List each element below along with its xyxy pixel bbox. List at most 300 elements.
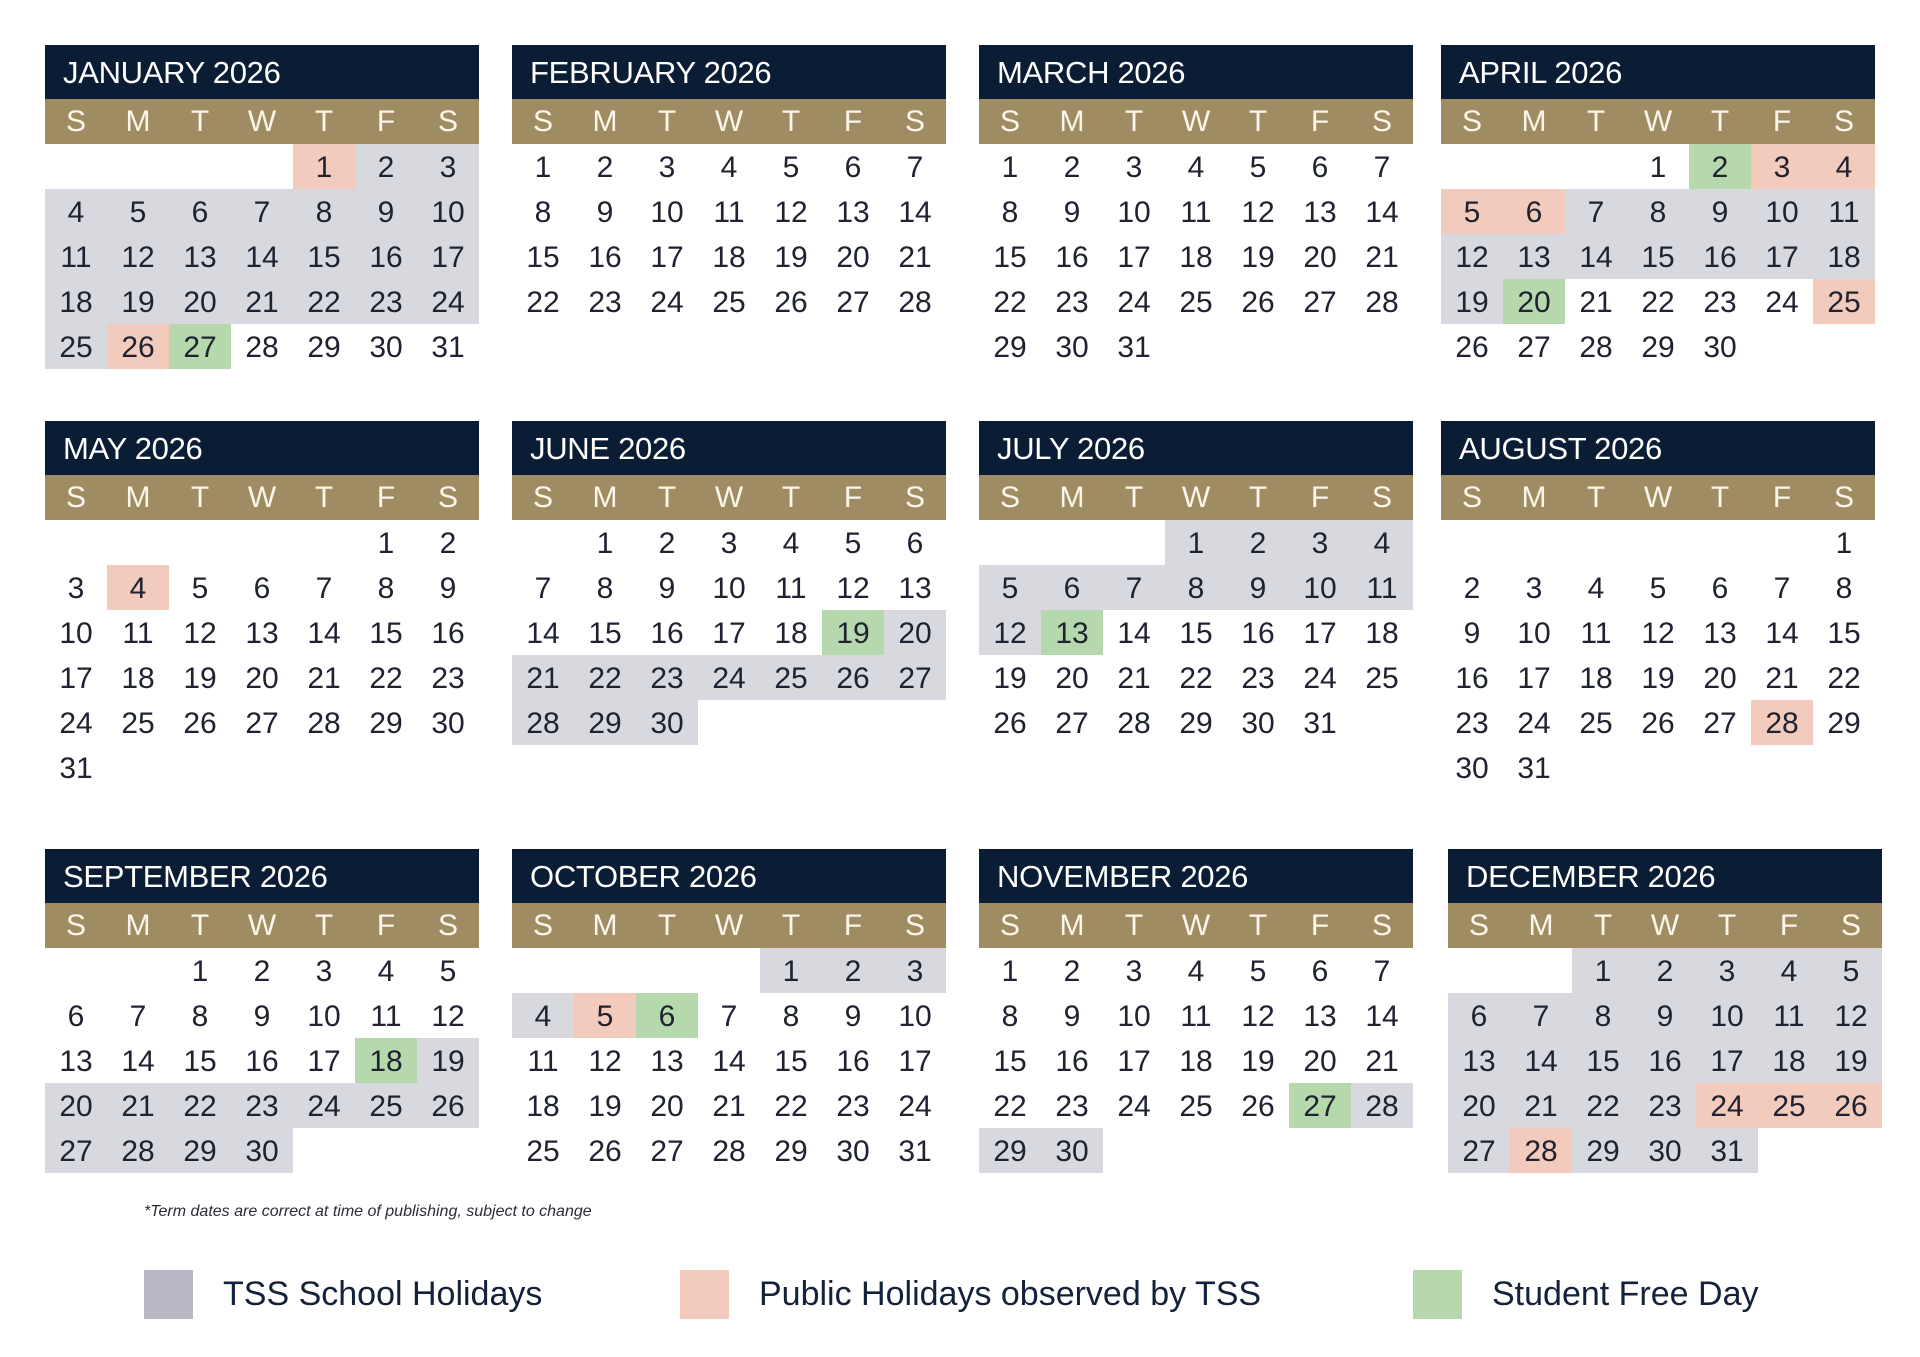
day-cell: 14 [1365,1000,1399,1033]
day-cell: 11 [713,196,745,229]
empty-cell [979,520,1041,565]
weekday-label: S [1468,909,1489,942]
gray-swatch-icon [144,1270,193,1319]
empty-cell [512,520,574,565]
day-cell: 1 [1572,948,1634,993]
day-cell: 22 [526,286,560,319]
day-cell: 6 [1503,189,1565,234]
weekday-label: T [1717,909,1737,942]
day-cell: 17 [1303,617,1337,650]
day-cell: 21 [712,1090,746,1123]
day-cell: 11 [122,617,154,650]
day-cell: 4 [1813,144,1875,189]
day-cell: 25 [1179,286,1213,319]
day-cell: 5 [1249,151,1267,184]
day-cell: 1 [293,144,355,189]
weekday-header [512,475,946,520]
day-cell: 1 [1001,151,1019,184]
day-cell: 23 [588,286,622,319]
empty-cell [512,948,574,993]
month-title: MARCH 2026 [979,45,1413,99]
day-cell: 25 [526,1135,560,1168]
weekday-label: F [1772,105,1792,138]
day-cell: 7 [1510,993,1572,1038]
day-cell: 25 [1758,1083,1820,1128]
day-cell: 17 [307,1045,341,1078]
day-cell: 17 [417,234,479,279]
day-cell: 14 [231,234,293,279]
weekday-label: W [1181,481,1211,514]
day-cell: 3 [1525,572,1543,605]
day-cell: 4 [1758,948,1820,993]
weekday-label: F [843,105,863,138]
day-cell: 13 [59,1045,93,1078]
day-cell: 24 [59,707,93,740]
day-cell: 28 [512,700,574,745]
day-cell: 14 [1117,617,1151,650]
day-cell: 12 [774,196,808,229]
month-title: NOVEMBER 2026 [979,849,1413,903]
day-cell: 16 [1634,1038,1696,1083]
empty-cell [1503,520,1565,565]
empty-cell [1565,520,1627,565]
day-cell: 8 [293,189,355,234]
day-cell: 16 [1241,617,1275,650]
day-cell: 15 [293,234,355,279]
day-cell: 2 [822,948,884,993]
empty-cell [293,520,355,565]
day-cell: 23 [431,662,465,695]
day-grid [1441,144,1875,369]
day-cell: 20 [1703,662,1737,695]
day-cell: 22 [993,286,1027,319]
day-cell: 26 [183,707,217,740]
weekday-header [1441,475,1875,520]
day-cell: 5 [107,189,169,234]
day-cell: 15 [369,617,403,650]
day-cell: 10 [417,189,479,234]
weekday-label: S [437,481,458,514]
weekday-label: S [904,481,925,514]
day-cell: 2 [439,527,457,560]
month-title: JUNE 2026 [512,421,946,475]
day-cell: 21 [512,655,574,700]
empty-cell [636,948,698,993]
day-cell: 18 [1758,1038,1820,1083]
day-cell: 1 [534,151,552,184]
weekday-label: S [999,105,1020,138]
day-cell: 5 [979,565,1041,610]
day-cell: 22 [1641,286,1675,319]
day-cell: 1 [191,955,209,988]
day-cell: 28 [107,1128,169,1173]
month-title: SEPTEMBER 2026 [45,849,479,903]
month-december [1448,849,1882,1173]
weekday-label: M [1059,909,1085,942]
day-cell: 22 [1572,1083,1634,1128]
weekday-header [979,99,1413,144]
day-cell: 18 [1579,662,1613,695]
day-cell: 4 [377,955,395,988]
day-cell: 1 [1649,151,1667,184]
day-cell: 11 [527,1045,559,1078]
day-cell: 17 [1117,241,1151,274]
day-cell: 15 [1627,234,1689,279]
weekday-label: S [999,481,1020,514]
day-cell: 24 [650,286,684,319]
day-cell: 7 [1373,955,1391,988]
day-cell: 26 [107,324,169,369]
month-october [512,849,946,1173]
day-cell: 9 [253,1000,271,1033]
empty-cell [1510,948,1572,993]
weekday-label: T [781,909,801,942]
weekday-label: M [1059,105,1085,138]
day-cell: 18 [526,1090,560,1123]
empty-cell [1689,520,1751,565]
day-grid [1448,948,1882,1173]
day-cell: 14 [526,617,560,650]
day-cell: 16 [355,234,417,279]
month-august [1441,421,1875,790]
day-cell: 6 [1448,993,1510,1038]
day-cell: 25 [355,1083,417,1128]
day-cell: 13 [1303,196,1337,229]
day-cell: 15 [993,241,1027,274]
day-cell: 2 [253,955,271,988]
day-cell: 14 [121,1045,155,1078]
day-grid [45,520,479,790]
day-cell: 18 [1179,1045,1213,1078]
day-cell: 23 [636,655,698,700]
day-cell: 25 [760,655,822,700]
day-cell: 5 [574,993,636,1038]
day-cell: 5 [439,955,457,988]
day-cell: 20 [45,1083,107,1128]
day-cell: 4 [1187,151,1205,184]
day-cell: 3 [658,151,676,184]
weekday-label: W [1181,909,1211,942]
weekday-label: M [125,105,151,138]
day-cell: 6 [844,151,862,184]
day-cell: 17 [1696,1038,1758,1083]
month-february [512,45,946,324]
day-cell: 17 [59,662,93,695]
weekday-label: T [190,481,210,514]
weekday-label: T [657,481,677,514]
day-cell: 26 [1820,1083,1882,1128]
day-cell: 8 [1001,1000,1019,1033]
empty-cell [107,948,169,993]
empty-cell [1627,520,1689,565]
weekday-label: T [1586,481,1606,514]
day-cell: 31 [1303,707,1337,740]
day-cell: 20 [1503,279,1565,324]
day-cell: 25 [1179,1090,1213,1123]
day-cell: 14 [1565,234,1627,279]
day-cell: 29 [1827,707,1861,740]
empty-cell [1041,520,1103,565]
day-cell: 15 [1827,617,1861,650]
day-cell: 26 [417,1083,479,1128]
day-cell: 26 [1241,286,1275,319]
day-cell: 16 [650,617,684,650]
day-cell: 28 [307,707,341,740]
legend-label: TSS School Holidays [223,1275,543,1313]
day-cell: 16 [1055,1045,1089,1078]
day-cell: 13 [836,196,870,229]
day-cell: 3 [1696,948,1758,993]
day-cell: 19 [417,1038,479,1083]
day-cell: 3 [1751,144,1813,189]
weekday-label: T [1248,909,1268,942]
weekday-label: T [314,909,334,942]
weekday-label: M [1059,481,1085,514]
day-cell: 17 [1517,662,1551,695]
empty-cell [169,144,231,189]
day-cell: 10 [898,1000,932,1033]
day-cell: 2 [596,151,614,184]
day-cell: 14 [712,1045,746,1078]
day-cell: 18 [774,617,808,650]
day-cell: 9 [1063,1000,1081,1033]
day-cell: 1 [1835,527,1853,560]
day-cell: 28 [1510,1128,1572,1173]
day-cell: 10 [1117,1000,1151,1033]
day-cell: 8 [1627,189,1689,234]
day-cell: 1 [760,948,822,993]
day-cell: 7 [1373,151,1391,184]
day-cell: 27 [1303,286,1337,319]
empty-cell [1441,520,1503,565]
day-cell: 9 [1689,189,1751,234]
day-cell: 7 [534,572,552,605]
weekday-label: T [1124,909,1144,942]
day-cell: 29 [369,707,403,740]
weekday-label: S [532,105,553,138]
green-swatch-icon [1413,1270,1462,1319]
day-cell: 31 [1696,1128,1758,1173]
day-cell: 31 [59,752,93,785]
day-cell: 7 [129,1000,147,1033]
day-cell: 2 [1063,151,1081,184]
day-cell: 6 [67,1000,85,1033]
weekday-label: W [714,105,744,138]
empty-cell [1441,144,1503,189]
month-title: DECEMBER 2026 [1448,849,1882,903]
weekday-header [45,903,479,948]
weekday-label: F [1310,105,1330,138]
weekday-label: T [1593,909,1613,942]
month-july [979,421,1413,745]
empty-cell [574,948,636,993]
day-cell: 6 [1041,565,1103,610]
day-cell: 16 [836,1045,870,1078]
empty-cell [169,520,231,565]
weekday-label: S [999,909,1020,942]
day-cell: 31 [1517,752,1551,785]
day-cell: 19 [993,662,1027,695]
day-cell: 12 [431,1000,465,1033]
day-cell: 30 [836,1135,870,1168]
day-cell: 23 [355,279,417,324]
day-cell: 15 [1179,617,1213,650]
day-cell: 6 [1311,151,1329,184]
day-cell: 29 [307,331,341,364]
day-cell: 2 [1463,572,1481,605]
day-cell: 21 [1365,1045,1399,1078]
weekday-label: T [190,909,210,942]
day-cell: 4 [1187,955,1205,988]
day-cell: 12 [1241,1000,1275,1033]
weekday-label: F [843,481,863,514]
day-cell: 20 [1303,241,1337,274]
day-cell: 14 [307,617,341,650]
day-cell: 19 [1241,1045,1275,1078]
day-cell: 22 [774,1090,808,1123]
day-cell: 26 [822,655,884,700]
weekday-label: T [781,105,801,138]
month-may [45,421,479,790]
weekday-label: F [376,909,396,942]
day-cell: 9 [439,572,457,605]
day-cell: 17 [1117,1045,1151,1078]
weekday-label: T [1710,105,1730,138]
day-cell: 20 [1055,662,1089,695]
day-cell: 30 [1055,331,1089,364]
day-cell: 13 [1303,1000,1337,1033]
footnote: *Term dates are correct at time of publishing, subject to change [144,1203,592,1220]
weekday-label: F [376,105,396,138]
day-cell: 12 [588,1045,622,1078]
day-cell: 18 [1813,234,1875,279]
weekday-label: W [1643,105,1673,138]
day-cell: 20 [650,1090,684,1123]
day-cell: 30 [431,707,465,740]
weekday-label: S [1371,105,1392,138]
weekday-header [45,99,479,144]
day-cell: 24 [898,1090,932,1123]
day-cell: 13 [1041,610,1103,655]
empty-cell [1565,144,1627,189]
day-cell: 8 [534,196,552,229]
day-cell: 18 [1179,241,1213,274]
day-cell: 28 [1751,700,1813,745]
day-cell: 22 [1827,662,1861,695]
day-cell: 16 [1689,234,1751,279]
day-cell: 14 [1510,1038,1572,1083]
day-cell: 9 [658,572,676,605]
month-november [979,849,1413,1173]
day-cell: 22 [169,1083,231,1128]
day-cell: 6 [1711,572,1729,605]
day-cell: 7 [720,1000,738,1033]
day-cell: 26 [1641,707,1675,740]
weekday-label: T [657,909,677,942]
day-cell: 13 [1503,234,1565,279]
day-cell: 12 [1441,234,1503,279]
day-cell: 5 [1441,189,1503,234]
day-cell: 30 [1241,707,1275,740]
day-cell: 21 [1510,1083,1572,1128]
day-cell: 4 [1351,520,1413,565]
day-cell: 10 [1517,617,1551,650]
day-cell: 29 [169,1128,231,1173]
weekday-label: S [437,105,458,138]
day-cell: 13 [650,1045,684,1078]
day-cell: 15 [774,1045,808,1078]
day-cell: 11 [1180,196,1212,229]
day-cell: 28 [1351,1083,1413,1128]
weekday-label: W [714,909,744,942]
day-cell: 4 [45,189,107,234]
day-cell: 4 [720,151,738,184]
day-cell: 25 [1579,707,1613,740]
empty-cell [1448,948,1510,993]
empty-cell [1103,520,1165,565]
day-cell: 30 [1703,331,1737,364]
day-cell: 28 [1579,331,1613,364]
day-grid [979,144,1413,369]
day-cell: 23 [1055,286,1089,319]
day-cell: 27 [1289,1083,1351,1128]
day-cell: 31 [898,1135,932,1168]
day-cell: 10 [307,1000,341,1033]
weekday-label: F [376,481,396,514]
day-cell: 11 [1813,189,1875,234]
day-cell: 25 [712,286,746,319]
day-cell: 19 [1241,241,1275,274]
weekday-label: W [1650,909,1680,942]
weekday-label: S [65,481,86,514]
day-cell: 19 [183,662,217,695]
month-march [979,45,1413,369]
day-cell: 17 [712,617,746,650]
day-cell: 16 [431,617,465,650]
day-cell: 23 [1241,662,1275,695]
day-cell: 4 [107,565,169,610]
day-cell: 17 [1751,234,1813,279]
day-cell: 27 [836,286,870,319]
day-cell: 15 [588,617,622,650]
day-cell: 12 [107,234,169,279]
day-cell: 22 [993,1090,1027,1123]
day-cell: 21 [1765,662,1799,695]
weekday-label: S [1833,105,1854,138]
day-cell: 1 [596,527,614,560]
day-grid [45,144,479,369]
day-cell: 20 [1448,1083,1510,1128]
day-cell: 11 [1180,1000,1212,1033]
day-cell: 15 [993,1045,1027,1078]
weekday-label: W [1181,105,1211,138]
day-cell: 27 [245,707,279,740]
weekday-label: T [1124,481,1144,514]
weekday-label: T [1248,105,1268,138]
day-cell: 12 [1241,196,1275,229]
weekday-header [512,99,946,144]
day-cell: 12 [183,617,217,650]
weekday-header [45,475,479,520]
day-cell: 23 [1055,1090,1089,1123]
day-cell: 27 [1055,707,1089,740]
weekday-label: M [125,481,151,514]
weekday-label: T [1586,105,1606,138]
day-cell: 18 [355,1038,417,1083]
weekday-label: M [592,909,618,942]
day-cell: 27 [884,655,946,700]
day-cell: 24 [1517,707,1551,740]
